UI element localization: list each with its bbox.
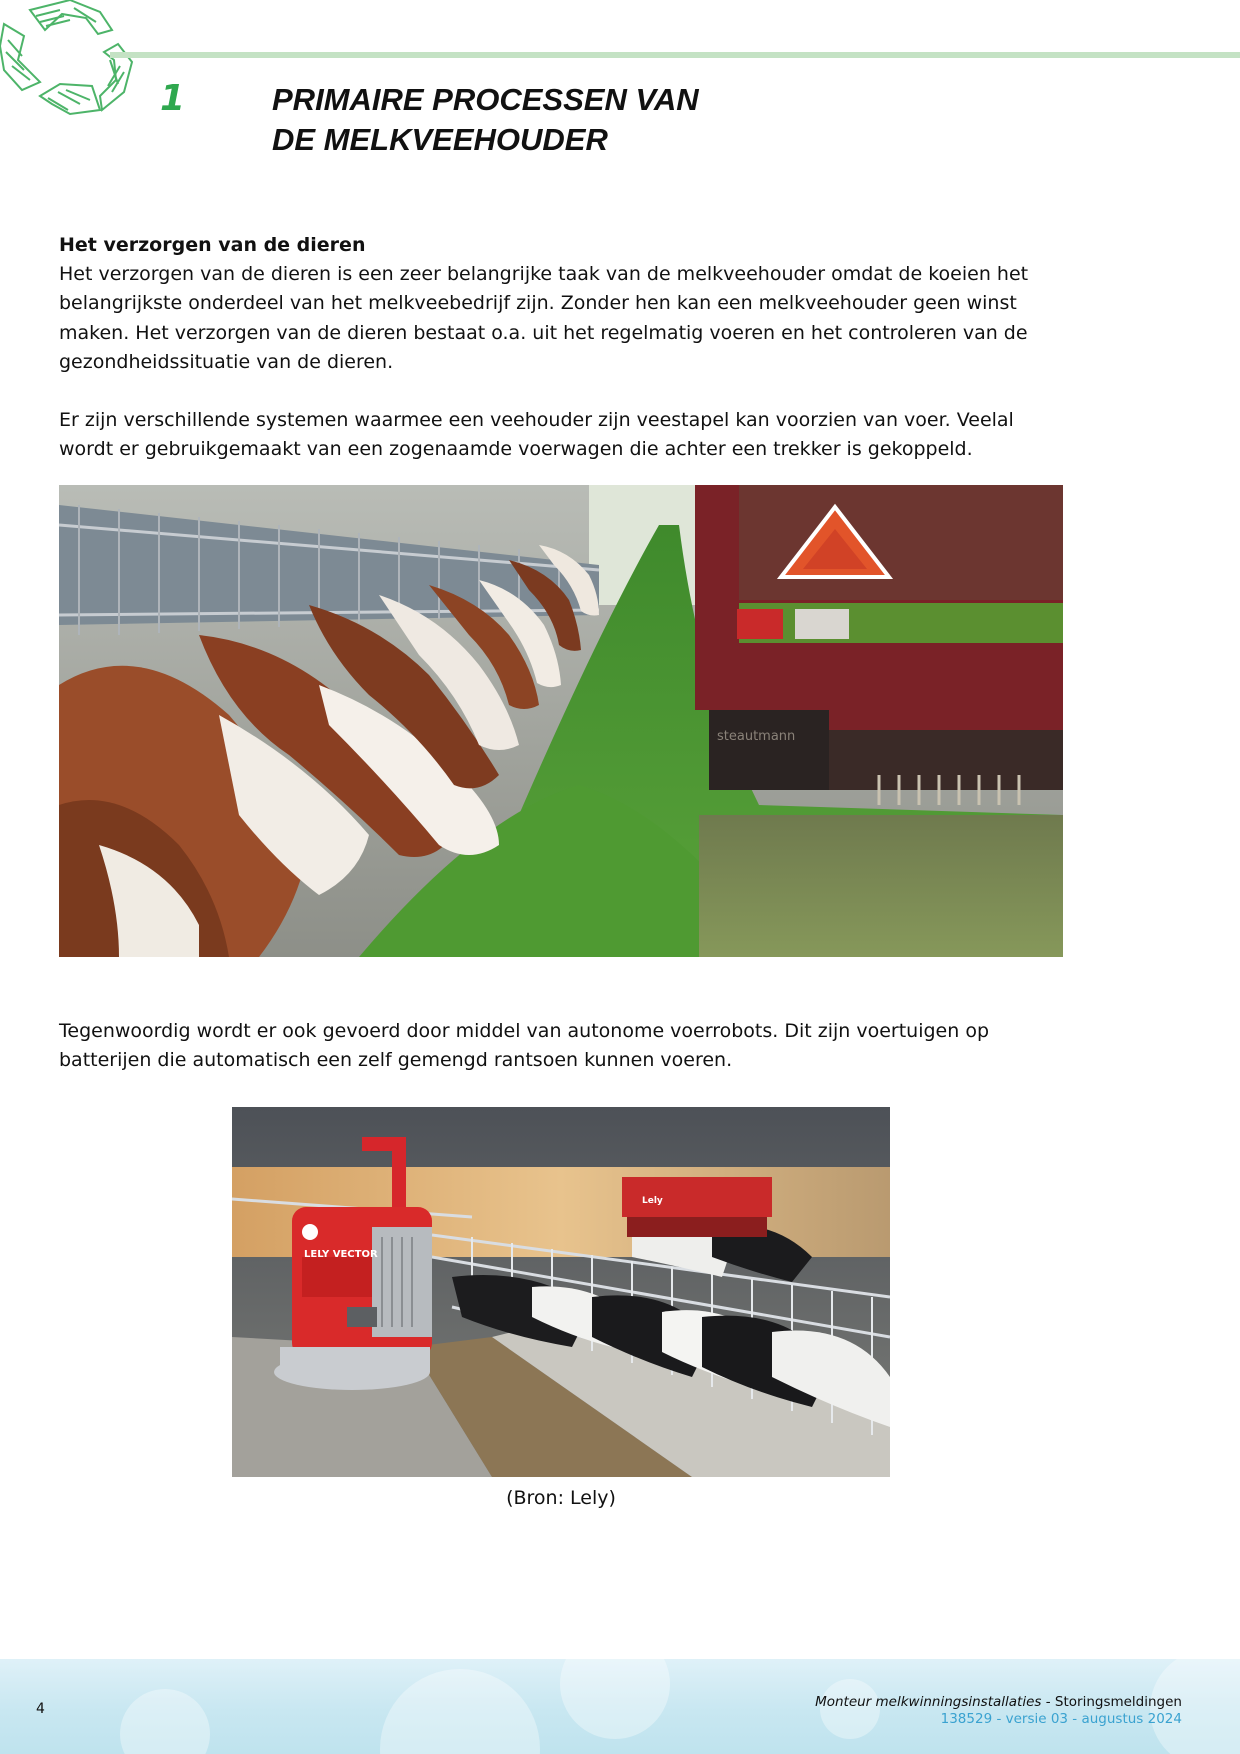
footer-title-module: - Storingsmeldingen — [1041, 1694, 1182, 1710]
wagon-brand: steautmann — [717, 729, 796, 744]
robot-label: LELY VECTOR — [304, 1249, 378, 1260]
page-footer — [0, 1659, 1240, 1754]
chapter-number: 1 — [160, 78, 186, 119]
feed-wagon-photo — [59, 485, 1063, 957]
section-heading: Het verzorgen van de dieren — [59, 234, 366, 256]
footer-document-info — [815, 1694, 1182, 1728]
footer-title-course: Monteur melkwinningsinstallaties — [815, 1694, 1042, 1710]
lely-logo: Lely — [642, 1196, 663, 1206]
paragraph-feed-systems: Er zijn verschillende systemen waarmee een veehouder zijn veestapel kan voorzien van voer. Veelal wordt er gebruikgemaakt van een zogenaamde voerwagen die achter een trekker is gekoppeld. — [59, 409, 1014, 461]
paragraph-care: Het verzorgen van de dieren is een zeer belangrijke taak van de melkveehouder omdat de koeien het belangrijkste onderdeel van het melkveebedrijf zijn. Zonder hen kan een melkveehouder geen winst maken. Het verzorgen van de dieren bestaat o.a. uit het regelmatig voeren en het controleren van de gezondheidssituatie van de dieren. — [59, 263, 1029, 374]
chapter-title-line1: PRIMAIRE PROCESSEN VAN — [272, 82, 699, 117]
feed-robot-photo — [232, 1107, 890, 1477]
recycle-icon — [0, 0, 140, 118]
chapter-title — [272, 80, 832, 160]
chapter-title-line2: DE MELKVEEHOUDER — [272, 122, 608, 157]
paragraph-feed-robots: Tegenwoordig wordt er ook gevoerd door middel van autonome voerrobots. Dit zijn voertuigen op batterijen die automatisch een zelf gemengd rantsoen kunnen voeren. — [59, 1020, 990, 1072]
header-rule — [110, 52, 1240, 58]
page-number: 4 — [36, 1701, 45, 1717]
footer-version: 138529 - versie 03 - augustus 2024 — [940, 1711, 1182, 1727]
image-caption: (Bron: Lely) — [506, 1487, 616, 1509]
footer-title — [815, 1694, 1182, 1711]
